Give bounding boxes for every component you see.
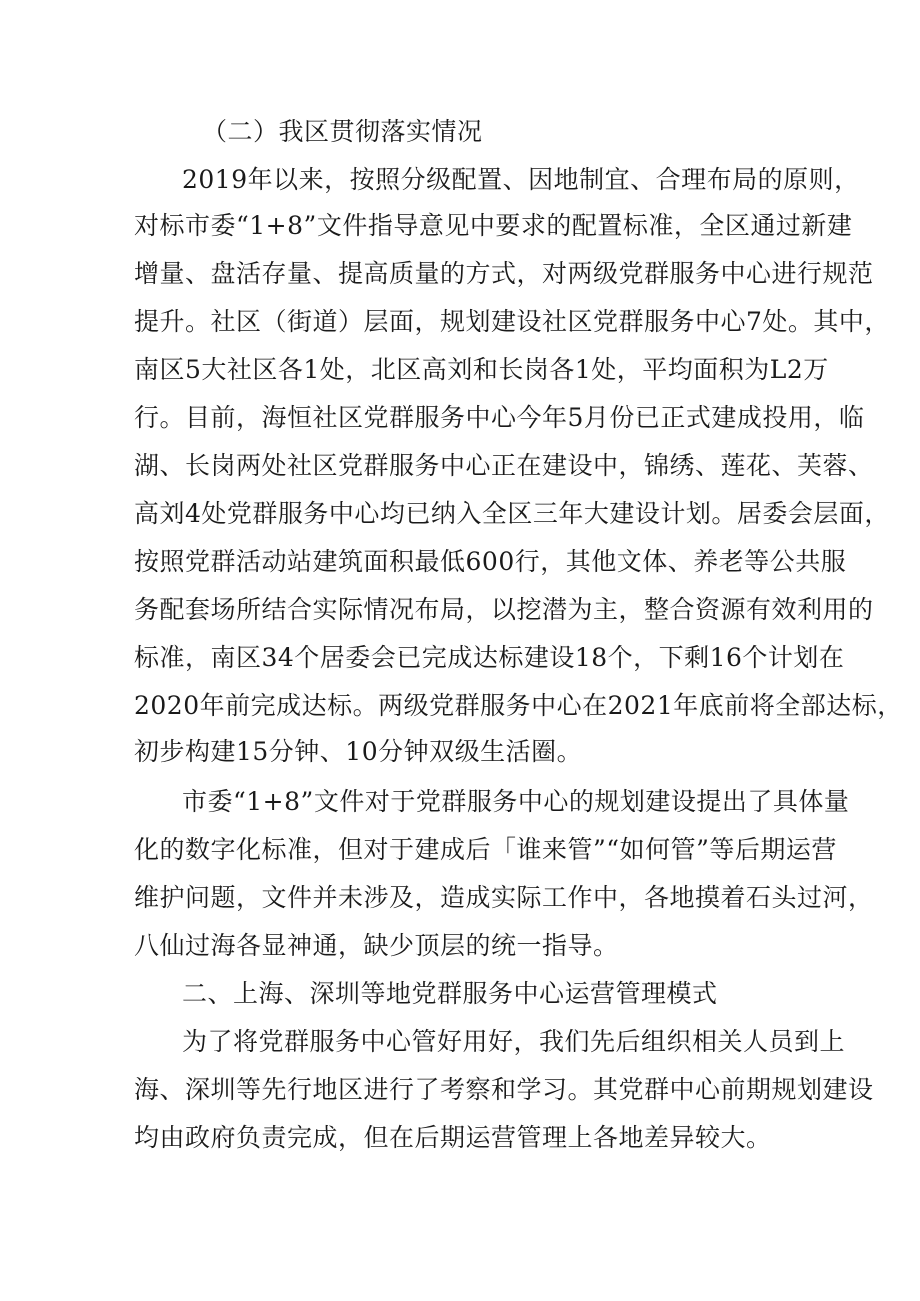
paragraph-line: 初步构建15分钟、10分钟双级生活圈。 — [134, 737, 583, 766]
paragraph-line: 均由政府负责完成，但在后期运营管理上各地差异较大。 — [134, 1123, 772, 1152]
paragraph-line: 增量、盘活存量、提高质量的方式，对两级党群服务中心进行规范 — [134, 259, 874, 288]
paragraph-line: 南区5大社区各1处，北区高刘和长岗各1处，平均面积为L2万 — [134, 355, 829, 384]
paragraph-line: 化的数字化标准，但对于建成后「谁来管”“如何管”等后期运营 — [134, 835, 837, 864]
paragraph-line: 八仙过海各显神通，缺少顶层的统一指导。 — [134, 931, 619, 960]
paragraph-line: 提升。社区（街道）层面，规划建设社区党群服务中心7处。其中， — [134, 307, 890, 336]
paragraph-line: 2019年以来，按照分级配置、因地制宜、合理布局的原则， — [182, 165, 860, 194]
paragraph-line: 2020年前完成达标。两级党群服务中心在2021年底前将全部达标， — [134, 691, 903, 720]
paragraph-line: 湖、长岗两处社区党群服务中心正在建设中，锦绣、莲花、芙蓉、 — [134, 451, 874, 480]
paragraph-line: 海、深圳等先行地区进行了考察和学习。其党群中心前期规划建设 — [134, 1075, 874, 1104]
paragraph-line: 市委“1+8”文件对于党群服务中心的规划建设提出了具体量 — [182, 787, 850, 816]
paragraph-line: 务配套场所结合实际情况布局，以挖潜为主，整合资源有效利用的 — [134, 595, 874, 624]
paragraph-line: 维护问题，文件并未涉及，造成实际工作中，各地摸着石头过河， — [134, 883, 874, 912]
paragraph-line: 为了将党群服务中心管好用好，我们先后组织相关人员到上 — [182, 1027, 846, 1056]
paragraph-line: 对标市委“1+8”文件指导意见中要求的配置标准，全区通过新建 — [134, 211, 853, 240]
section-heading-2: （二）我区贯彻落实情况 — [202, 117, 483, 146]
section-heading: 二、上海、深圳等地党群服务中心运营管理模式 — [182, 979, 718, 1008]
paragraph-line: 高刘4处党群服务中心均已纳入全区三年大建设计划。居委会层面， — [134, 499, 890, 528]
paragraph-line: 按照党群活动站建筑面积最低600行，其他文体、养老等公共服 — [134, 547, 847, 576]
paragraph-line: 标准，南区34个居委会已完成达标建设18个，下剩16个计划在 — [134, 643, 845, 672]
paragraph-line: 行。目前，海恒社区党群服务中心今年5月份已正式建成投用，临 — [134, 403, 865, 432]
